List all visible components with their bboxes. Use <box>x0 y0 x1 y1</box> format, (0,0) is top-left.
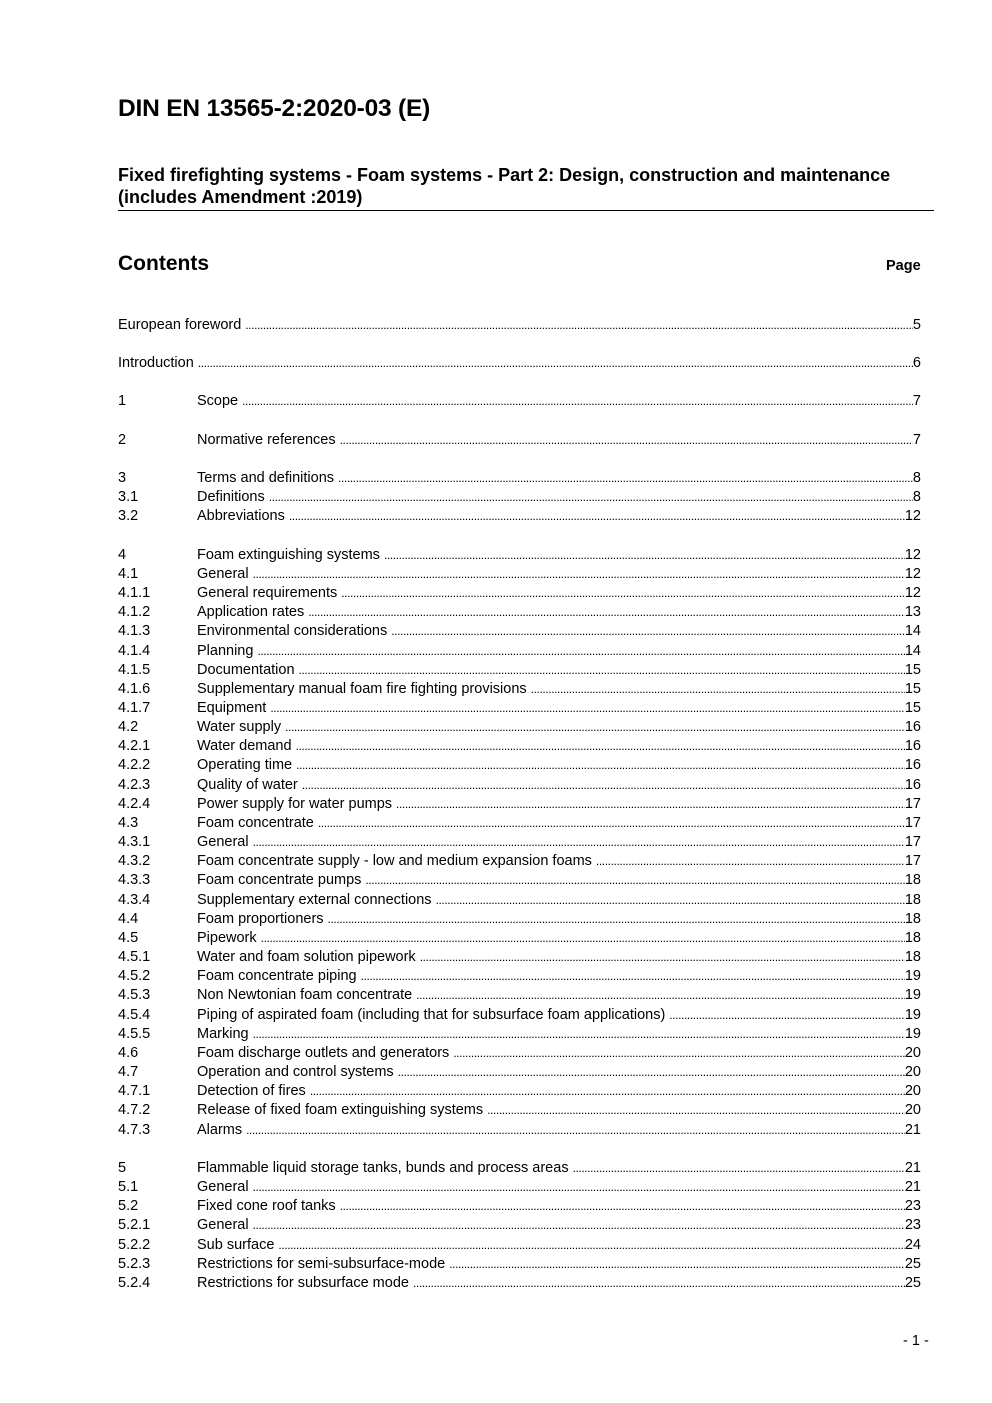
toc-entry-number: 5 <box>118 1160 127 1176</box>
toc-entry-line <box>197 1274 921 1293</box>
toc-entry[interactable] <box>118 737 921 756</box>
toc-entry-line <box>197 642 921 661</box>
toc-entry-line <box>197 1044 921 1063</box>
toc-entry-number: 4.7.3 <box>118 1122 151 1138</box>
toc-entry-page: 16 <box>904 719 921 735</box>
toc-entry-title: Planning <box>197 643 254 659</box>
toc-entry-page: 21 <box>904 1179 921 1195</box>
toc-dot-leader <box>416 986 905 1005</box>
toc-dot-leader <box>289 507 905 526</box>
toc-entry-line <box>197 1101 921 1120</box>
toc-entry-page: 19 <box>904 1007 921 1023</box>
toc-entry-title: Quality of water <box>197 777 298 793</box>
toc-entry-page: 8 <box>912 470 921 486</box>
toc-entry[interactable] <box>118 546 921 565</box>
page-column-label: Page <box>886 258 921 274</box>
toc-entry-line <box>197 1082 921 1101</box>
toc-entry-title: Operating time <box>197 757 293 773</box>
toc-dot-leader <box>269 488 913 507</box>
toc-entry-line <box>197 948 921 967</box>
toc-entry-line <box>197 776 921 795</box>
toc-entry-line <box>197 1216 921 1235</box>
toc-dot-leader <box>420 948 905 967</box>
toc-entry-title: Foam concentrate piping <box>197 968 357 984</box>
toc-entry-line <box>197 929 921 948</box>
toc-entry-number: 4.3.4 <box>118 892 151 908</box>
toc-entry-title: Definitions <box>197 489 265 505</box>
toc-entry[interactable] <box>118 603 921 622</box>
toc-entry-number: 4.2.2 <box>118 757 151 773</box>
toc-entry-page: 18 <box>904 930 921 946</box>
toc-entry-number: 4.3.1 <box>118 834 151 850</box>
toc-entry-title: Equipment <box>197 700 267 716</box>
toc-entry-number: 4.5.4 <box>118 1007 151 1023</box>
toc-entry-title: Application rates <box>197 604 305 620</box>
toc-entry[interactable] <box>118 1006 921 1025</box>
toc-entry[interactable] <box>118 1178 921 1197</box>
toc-dot-leader <box>531 680 905 699</box>
toc-entry-number: 3.1 <box>118 489 139 505</box>
toc-entry-title: Normative references <box>197 432 336 448</box>
toc-entry-line <box>197 1121 921 1140</box>
toc-dot-leader <box>261 929 905 948</box>
toc-entry-title: Supplementary manual foam fire fighting provisions <box>197 681 527 697</box>
toc-entry-page: 21 <box>904 1122 921 1138</box>
toc-entry-number: 4.2.1 <box>118 738 151 754</box>
toc-entry-number: 5.2.4 <box>118 1275 151 1291</box>
toc-entry-line <box>197 756 921 775</box>
toc-dot-leader <box>338 469 913 488</box>
toc-dot-leader <box>487 1101 905 1120</box>
toc-dot-leader <box>398 1063 905 1082</box>
toc-dot-leader <box>278 1236 904 1255</box>
toc-entry-page: 17 <box>904 815 921 831</box>
toc-entry[interactable] <box>118 661 921 680</box>
toc-entry-title: Detection of fires <box>197 1083 306 1099</box>
toc-entry-page: 19 <box>904 987 921 1003</box>
toc-entry[interactable] <box>118 1044 921 1063</box>
toc-entry-title: Alarms <box>197 1122 243 1138</box>
toc-entry-title: Water demand <box>197 738 292 754</box>
toc-entry-title: General <box>197 1217 249 1233</box>
toc-entry-line <box>197 431 921 450</box>
toc-entry[interactable] <box>118 948 921 967</box>
toc-entry-title: Environmental considerations <box>197 623 388 639</box>
toc-entry-number: 4.1.1 <box>118 585 151 601</box>
toc-entry-number: 4.5 <box>118 930 139 946</box>
toc-entry-title: Foam extinguishing systems <box>197 547 380 563</box>
toc-entry-title: Terms and definitions <box>197 470 335 486</box>
toc-entry-title: Piping of aspirated foam (including that for subsurface foam applications) <box>197 1007 666 1023</box>
toc-entry-page: 15 <box>904 681 921 697</box>
contents-heading: Contents <box>118 252 209 275</box>
toc-entry-line <box>197 891 921 910</box>
toc-entry-page: 23 <box>904 1217 921 1233</box>
toc-entry-line <box>197 603 921 622</box>
toc-entry-number: 5.2.1 <box>118 1217 151 1233</box>
toc-entry[interactable] <box>118 565 921 584</box>
toc-entry-number: 2 <box>118 432 127 448</box>
toc-entry[interactable] <box>118 1082 921 1101</box>
toc-entry-page: 25 <box>904 1256 921 1272</box>
toc-dot-leader <box>242 392 913 411</box>
toc-dot-leader <box>302 776 905 795</box>
toc-entry-page: 19 <box>904 1026 921 1042</box>
toc-entry-line <box>197 910 921 929</box>
toc-entry-line <box>197 1025 921 1044</box>
toc-entry[interactable] <box>118 488 921 507</box>
toc-entry[interactable] <box>118 986 921 1005</box>
toc-dot-leader <box>391 622 905 641</box>
toc-entry-title: Foam concentrate pumps <box>197 872 362 888</box>
toc-dot-leader <box>310 1082 905 1101</box>
toc-entry[interactable] <box>118 1159 921 1178</box>
toc-entry-title: Marking <box>197 1026 249 1042</box>
toc-entry-line <box>197 1197 921 1216</box>
toc-entry-line <box>197 718 921 737</box>
toc-entry-line <box>197 507 921 526</box>
toc-entry[interactable] <box>118 507 921 526</box>
toc-entry-number: 5.2.3 <box>118 1256 151 1272</box>
toc-entry-title: General <box>197 1179 249 1195</box>
toc-entry[interactable] <box>118 622 921 641</box>
toc-entry[interactable] <box>118 354 921 373</box>
toc-entry-title: Water and foam solution pipework <box>197 949 416 965</box>
toc-entry-number: 4.1.6 <box>118 681 151 697</box>
toc-dot-leader <box>318 814 905 833</box>
toc-dot-leader <box>299 661 905 680</box>
toc-entry-line <box>118 354 921 373</box>
toc-dot-leader <box>285 718 905 737</box>
toc-entry[interactable] <box>118 776 921 795</box>
toc-entry-title: Restrictions for subsurface mode <box>197 1275 409 1291</box>
toc-entry[interactable] <box>118 756 921 775</box>
toc-entry-title: Water supply <box>197 719 282 735</box>
toc-entry-number: 5.1 <box>118 1179 139 1195</box>
toc-entry[interactable] <box>118 1101 921 1120</box>
toc-dot-leader <box>296 756 905 775</box>
toc-entry-number: 4.2.4 <box>118 796 151 812</box>
toc-entry[interactable] <box>118 891 921 910</box>
toc-entry-page: 20 <box>904 1083 921 1099</box>
toc-dot-leader <box>436 891 905 910</box>
toc-entry-number: 4.2 <box>118 719 139 735</box>
toc-entry-line <box>197 622 921 641</box>
toc-entry[interactable] <box>118 967 921 986</box>
toc-entry[interactable] <box>118 852 921 871</box>
toc-entry-title: European foreword <box>118 317 242 333</box>
toc-entry-page: 17 <box>904 796 921 812</box>
toc-dot-leader <box>340 431 913 450</box>
toc-entry-title: Foam concentrate supply - low and medium expansion foams <box>197 853 592 869</box>
toc-entry[interactable] <box>118 699 921 718</box>
toc-entry[interactable] <box>118 1197 921 1216</box>
toc-entry-page: 18 <box>904 911 921 927</box>
toc-entry-title: Pipework <box>197 930 257 946</box>
toc-dot-leader <box>669 1006 905 1025</box>
toc-entry-number: 4.3.3 <box>118 872 151 888</box>
toc-entry-page: 6 <box>912 355 921 371</box>
toc-entry[interactable] <box>118 718 921 737</box>
document-title: Fixed firefighting systems - Foam systems - Part 2: Design, construction and maintenance (includes Amendment :2019) <box>118 165 891 207</box>
toc-dot-leader <box>396 795 905 814</box>
toc-entry-page: 12 <box>904 566 921 582</box>
toc-entry-page: 12 <box>904 547 921 563</box>
toc-entry-page: 12 <box>904 508 921 524</box>
toc-entry-number: 4.5.2 <box>118 968 151 984</box>
toc-dot-leader <box>253 833 905 852</box>
toc-entry-line <box>197 852 921 871</box>
toc-entry-title: Foam proportioners <box>197 911 324 927</box>
toc-entry-title: General requirements <box>197 585 338 601</box>
toc-entry-line <box>197 392 921 411</box>
toc-entry-line <box>197 1006 921 1025</box>
toc-entry[interactable] <box>118 584 921 603</box>
toc-entry-line <box>197 795 921 814</box>
toc-entry-line <box>197 546 921 565</box>
toc-dot-leader <box>198 354 913 373</box>
page-number: - 1 - <box>903 1333 929 1349</box>
toc-entry-page: 20 <box>904 1064 921 1080</box>
toc-entry-page: 17 <box>904 834 921 850</box>
toc-entry-line <box>197 488 921 507</box>
toc-entry[interactable] <box>118 680 921 699</box>
toc-entry-line <box>118 316 921 335</box>
toc-entry[interactable] <box>118 1255 921 1274</box>
toc-entry[interactable] <box>118 1063 921 1082</box>
toc-entry-page: 19 <box>904 968 921 984</box>
toc-entry-title: Foam concentrate <box>197 815 314 831</box>
toc-entry-line <box>197 1178 921 1197</box>
toc-dot-leader <box>257 642 904 661</box>
toc-entry-page: 18 <box>904 892 921 908</box>
toc-entry[interactable] <box>118 1121 921 1140</box>
toc-entry-title: Operation and control systems <box>197 1064 394 1080</box>
toc-entry-line <box>197 986 921 1005</box>
toc-dot-leader <box>245 316 913 335</box>
toc-entry-line <box>197 584 921 603</box>
toc-entry[interactable] <box>118 1236 921 1255</box>
toc-entry-title: General <box>197 566 249 582</box>
document-id: DIN EN 13565-2:2020-03 (E) <box>118 95 431 122</box>
toc-entry-number: 4.2.3 <box>118 777 151 793</box>
toc-dot-leader <box>573 1159 905 1178</box>
toc-entry[interactable] <box>118 642 921 661</box>
toc-entry-line <box>197 814 921 833</box>
toc-dot-leader <box>253 1216 905 1235</box>
toc-dot-leader <box>596 852 905 871</box>
toc-entry-page: 7 <box>912 393 921 409</box>
toc-entry-page: 16 <box>904 777 921 793</box>
toc-entry-title: Scope <box>197 393 239 409</box>
toc-entry-number: 5.2 <box>118 1198 139 1214</box>
toc-dot-leader <box>453 1044 905 1063</box>
toc-dot-leader <box>296 737 905 756</box>
toc-entry-page: 21 <box>904 1160 921 1176</box>
toc-entry-page: 23 <box>904 1198 921 1214</box>
toc-entry[interactable] <box>118 814 921 833</box>
toc-entry-title: Flammable liquid storage tanks, bunds and process areas <box>197 1160 569 1176</box>
toc-entry-title: Power supply for water pumps <box>197 796 393 812</box>
toc-entry-number: 4.5.3 <box>118 987 151 1003</box>
toc-entry-page: 20 <box>904 1102 921 1118</box>
toc-entry[interactable] <box>118 392 921 411</box>
toc-dot-leader <box>340 1197 905 1216</box>
toc-entry-number: 4.1 <box>118 566 139 582</box>
toc-entry-number: 4.1.2 <box>118 604 151 620</box>
toc-entry-line <box>197 699 921 718</box>
toc-entry-page: 7 <box>912 432 921 448</box>
toc-entry-page: 24 <box>904 1237 921 1253</box>
toc-entry[interactable] <box>118 1216 921 1235</box>
toc-dot-leader <box>365 871 904 890</box>
toc-entry-page: 25 <box>904 1275 921 1291</box>
toc-entry[interactable] <box>118 431 921 450</box>
toc-entry-page: 16 <box>904 757 921 773</box>
toc-entry-number: 1 <box>118 393 127 409</box>
toc-entry-number: 4.1.5 <box>118 662 151 678</box>
toc-entry-page: 14 <box>904 643 921 659</box>
toc-entry-title: Fixed cone roof tanks <box>197 1198 336 1214</box>
toc-entry-page: 15 <box>904 700 921 716</box>
toc-entry-line <box>197 661 921 680</box>
toc-entry-line <box>197 1236 921 1255</box>
toc-entry-number: 4.4 <box>118 911 139 927</box>
toc-entry-number: 5.2.2 <box>118 1237 151 1253</box>
toc-entry-number: 4.7 <box>118 1064 139 1080</box>
toc-dot-leader <box>328 910 905 929</box>
toc-entry-title: Foam discharge outlets and generators <box>197 1045 450 1061</box>
toc-dot-leader <box>413 1274 905 1293</box>
toc-entry-number: 4.6 <box>118 1045 139 1061</box>
toc-entry-title: Restrictions for semi-subsurface-mode <box>197 1256 446 1272</box>
toc-entry-line <box>197 1159 921 1178</box>
toc-entry-page: 17 <box>904 853 921 869</box>
toc-entry-number: 4.1.4 <box>118 643 151 659</box>
toc-entry[interactable] <box>118 871 921 890</box>
toc-entry[interactable] <box>118 1025 921 1044</box>
toc-entry-number: 4.5.1 <box>118 949 151 965</box>
toc-entry-page: 8 <box>912 489 921 505</box>
toc-entry-title: Documentation <box>197 662 295 678</box>
toc-entry-page: 15 <box>904 662 921 678</box>
toc-entry-page: 12 <box>904 585 921 601</box>
toc-entry-number: 4.5.5 <box>118 1026 151 1042</box>
toc-entry[interactable] <box>118 469 921 488</box>
toc-entry-number: 3.2 <box>118 508 139 524</box>
toc-dot-leader <box>270 699 905 718</box>
toc-entry-page: 18 <box>904 872 921 888</box>
toc-entry-number: 4.7.2 <box>118 1102 151 1118</box>
toc-entry[interactable] <box>118 833 921 852</box>
toc-entry-number: 4.7.1 <box>118 1083 151 1099</box>
toc-entry-title: Non Newtonian foam concentrate <box>197 987 413 1003</box>
toc-entry-line <box>197 967 921 986</box>
toc-entry-number: 4 <box>118 547 127 563</box>
toc-entry-title: Introduction <box>118 355 194 371</box>
toc-entry-number: 4.3.2 <box>118 853 151 869</box>
toc-entry[interactable] <box>118 795 921 814</box>
toc-entry-line <box>197 737 921 756</box>
toc-entry-line <box>197 1255 921 1274</box>
toc-entry-line <box>197 833 921 852</box>
toc-entry-number: 4.1.3 <box>118 623 151 639</box>
toc-entry[interactable] <box>118 316 921 335</box>
toc-entry-page: 14 <box>904 623 921 639</box>
toc-entry-page: 20 <box>904 1045 921 1061</box>
toc-entry-number: 4.1.7 <box>118 700 151 716</box>
toc-entry-title: Supplementary external connections <box>197 892 432 908</box>
toc-entry-line <box>197 680 921 699</box>
toc-entry-line <box>197 469 921 488</box>
toc-entry[interactable] <box>118 1274 921 1293</box>
toc-entry[interactable] <box>118 910 921 929</box>
toc-dot-leader <box>308 603 905 622</box>
toc-entry[interactable] <box>118 929 921 948</box>
toc-entry-title: Abbreviations <box>197 508 285 524</box>
toc-dot-leader <box>246 1121 905 1140</box>
toc-entry-line <box>197 871 921 890</box>
toc-dot-leader <box>253 1025 905 1044</box>
toc-entry-title: General <box>197 834 249 850</box>
toc-entry-title: Sub surface <box>197 1237 275 1253</box>
toc-dot-leader <box>253 1178 905 1197</box>
toc-entry-line <box>197 565 921 584</box>
toc-dot-leader <box>341 584 905 603</box>
toc-entry-title: Release of fixed foam extinguishing systems <box>197 1102 484 1118</box>
toc-entry-page: 13 <box>904 604 921 620</box>
toc-entry-page: 16 <box>904 738 921 754</box>
toc-dot-leader <box>449 1255 905 1274</box>
toc-entry-page: 18 <box>904 949 921 965</box>
toc-entry-number: 4.3 <box>118 815 139 831</box>
toc-entry-number: 3 <box>118 470 127 486</box>
toc-dot-leader <box>361 967 905 986</box>
toc-dot-leader <box>253 565 905 584</box>
toc-dot-leader <box>384 546 905 565</box>
toc-entry-line <box>197 1063 921 1082</box>
toc-entry-page: 5 <box>912 317 921 333</box>
